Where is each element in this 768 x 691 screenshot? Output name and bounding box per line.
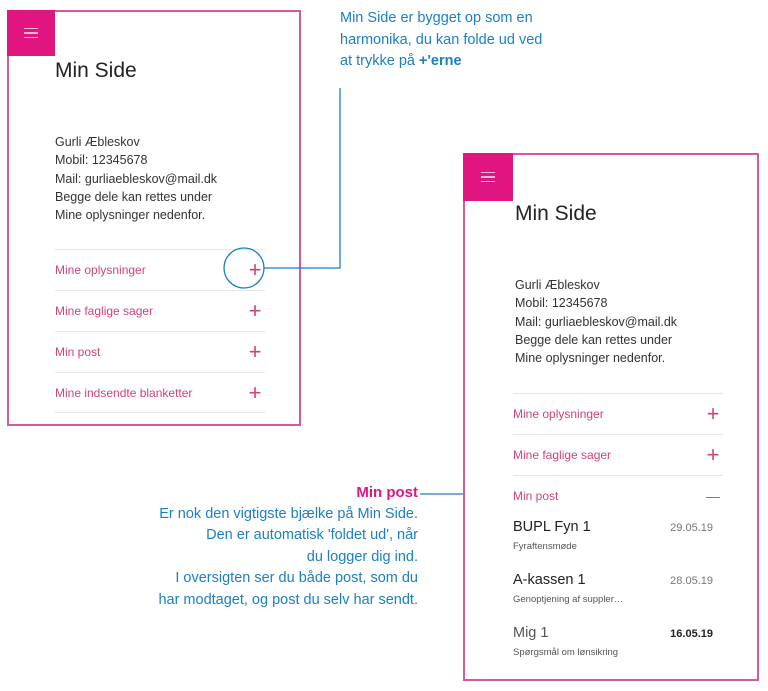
info-note: Begge dele kan rettes under xyxy=(515,332,673,347)
minus-icon[interactable]: — xyxy=(706,488,720,504)
info-note: Begge dele kan rettes under xyxy=(55,189,213,204)
mail-item[interactable] xyxy=(513,625,713,658)
info-mobile: Mobil: 12345678 xyxy=(55,153,148,168)
callout-line-top xyxy=(264,88,340,268)
user-info xyxy=(515,276,677,367)
plus-icon[interactable]: + xyxy=(248,298,262,323)
mail-sender: Mig 1 xyxy=(513,625,549,641)
annotation-left xyxy=(158,482,418,611)
mail-item[interactable] xyxy=(513,572,713,605)
hamburger-icon xyxy=(481,172,495,174)
info-mail: Mail: gurliaebleskov@mail.dk xyxy=(515,314,678,329)
mail-item[interactable] xyxy=(513,519,713,552)
plus-icon[interactable]: + xyxy=(706,401,720,426)
section-mine-oplysninger[interactable] xyxy=(513,393,723,434)
annotation-line: at trykke på xyxy=(340,53,419,69)
annotation-bold: +'erne xyxy=(418,53,462,69)
section-mine-faglige-sager[interactable] xyxy=(513,434,723,475)
mail-sender: A-kassen 1 xyxy=(513,572,586,588)
annotation-top xyxy=(340,8,542,73)
mail-date: 28.05.19 xyxy=(670,575,713,587)
mail-date: 29.05.19 xyxy=(670,522,713,534)
right-phone-screen xyxy=(463,153,759,681)
mail-sender: BUPL Fyn 1 xyxy=(513,519,591,535)
page-title: Min Side xyxy=(515,202,597,225)
section-label: Mine oplysninger xyxy=(513,407,604,421)
annotation-line: I oversigten ser du både post, som du xyxy=(175,570,418,586)
info-name: Gurli Æbleskov xyxy=(55,135,140,149)
plus-icon[interactable]: + xyxy=(706,442,720,467)
section-label: Mine faglige sager xyxy=(513,448,612,462)
info-mobile: Mobil: 12345678 xyxy=(515,296,608,311)
section-min-post[interactable] xyxy=(513,475,723,516)
mail-subject: Genoptjening af suppler… xyxy=(513,594,624,605)
info-name: Gurli Æbleskov xyxy=(515,278,600,292)
section-label: Mine oplysninger xyxy=(55,263,146,277)
page-title: Min Side xyxy=(55,59,137,82)
plus-icon[interactable]: + xyxy=(248,339,262,364)
mail-subject: Fyraftensmøde xyxy=(513,541,577,552)
plus-icon[interactable]: + xyxy=(248,379,262,405)
info-note-2: Mine oplysninger nedenfor. xyxy=(515,351,666,366)
annotation-line: Er nok den vigtigste bjælke på Min Side. xyxy=(159,505,418,522)
info-note-2: Mine oplysninger nedenfor. xyxy=(55,208,206,223)
section-label: Min post xyxy=(513,489,559,503)
mail-date: 16.05.19 xyxy=(670,628,713,640)
annotation-line: harmonika, du kan folde ud ved xyxy=(340,31,543,48)
annotation-line: Den er automatisk 'foldet ud', når xyxy=(206,527,418,543)
mail-subject: Spørgsmål om lønsikring xyxy=(513,647,619,658)
annotation-line: du logger dig ind. xyxy=(306,548,418,565)
plus-icon[interactable]: + xyxy=(248,257,262,282)
annotation-line: har modtaget, og post du selv har sendt. xyxy=(158,591,418,608)
annotation-heading: Min post xyxy=(356,484,418,501)
section-label: Min post xyxy=(55,345,101,359)
section-label: Mine faglige sager xyxy=(55,304,154,318)
annotation-line: Min Side er bygget op som en xyxy=(340,10,533,26)
info-mail: Mail: gurliaebleskov@mail.dk xyxy=(55,171,218,186)
menu-button[interactable] xyxy=(463,153,513,201)
section-label: Mine indsendte blanketter xyxy=(55,385,193,400)
highlight-circle xyxy=(224,248,264,288)
